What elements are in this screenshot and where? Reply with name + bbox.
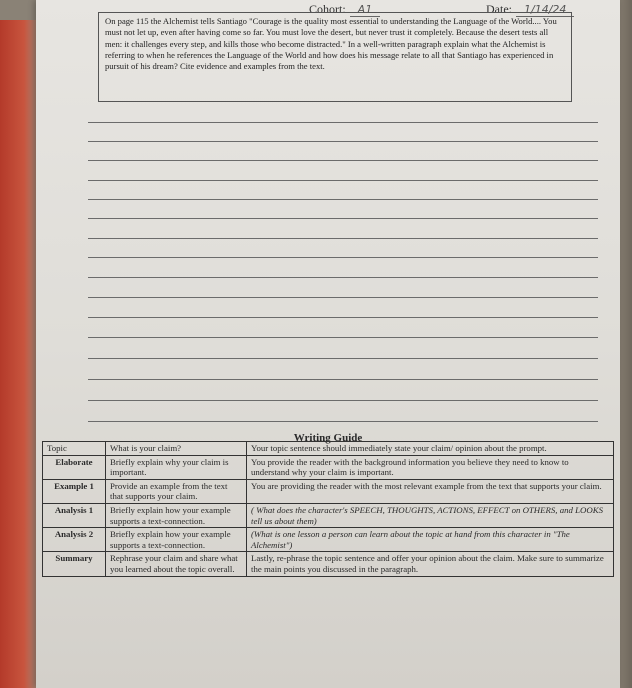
writing-prompt (98, 12, 572, 102)
row-description: Lastly, re-phrase the topic sentence and offer your opinion about the claim. Make sure to summarize the main points you discussed in the paragraph. (247, 552, 614, 576)
table-row (43, 479, 614, 503)
cohort-value: A1 (350, 3, 381, 17)
worksheet-page (36, 0, 620, 688)
answer-line (88, 180, 598, 181)
answer-line (88, 297, 598, 298)
answer-line (88, 218, 598, 219)
table-row (43, 528, 614, 552)
row-step: Briefly explain how your example supports a text-connection. (106, 503, 247, 527)
answer-line (88, 277, 598, 278)
writing-guide-table (42, 441, 614, 577)
row-topic: Analysis 1 (43, 503, 106, 527)
table-header-row (43, 442, 614, 456)
header-description: Your topic sentence should immediately state your claim/ opinion about the prompt. (247, 442, 614, 456)
table-row (43, 455, 614, 479)
table-row (43, 503, 614, 527)
row-step: Briefly explain how your example supports a text-connection. (106, 528, 247, 552)
row-description: You are providing the reader with the most relevant example from the text that supports your claim. (247, 479, 614, 503)
answer-line (88, 122, 598, 123)
answer-line (88, 400, 598, 401)
header-topic: Topic (43, 442, 106, 456)
row-topic: Analysis 2 (43, 528, 106, 552)
answer-line (88, 421, 598, 422)
cohort-label: Cohort: (309, 2, 346, 16)
answer-line (88, 141, 598, 142)
answer-line (88, 199, 598, 200)
answer-line (88, 358, 598, 359)
table-row (43, 552, 614, 576)
row-step: Briefly explain why your claim is important. (106, 455, 247, 479)
row-description: (What is one lesson a person can learn about the topic at hand from this character in "The Alchemist") (247, 528, 614, 552)
row-topic: Elaborate (43, 455, 106, 479)
date-label: Date: (486, 2, 512, 16)
header-claim: What is your claim? (106, 442, 247, 456)
writing-guide-title: Writing Guide (293, 432, 363, 444)
row-step: Provide an example from the text that supports your claim. (106, 479, 247, 503)
date-value: 1/14/24 (516, 3, 574, 17)
background-left (0, 20, 40, 688)
answer-line (88, 238, 598, 239)
prompt-text: On page 115 the Alchemist tells Santiago "Courage is the quality most essential to understanding the Language of the World.... You must not let up, even after having come so far. You must love the desert, but never trust it completely. Because the desert tests all men: it challenges every step, and kills those who become distracted." In a well-written paragraph explain what the Alchemist is referring to when he references the Language of the World and how does his message relate to all that Santiago has experienced in pursuit of his dream? Cite evidence and examples from the text. (105, 16, 557, 72)
answer-line (88, 379, 598, 380)
answer-line (88, 257, 598, 258)
row-topic: Example 1 (43, 479, 106, 503)
answer-line (88, 337, 598, 338)
row-description: You provide the reader with the background information you believe they need to know to understand why your claim is important. (247, 455, 614, 479)
row-description: ( What does the character's SPEECH, THOUGHTS, ACTIONS, EFFECT on OTHERS, and LOOKS tell us about them) (247, 503, 614, 527)
row-topic: Summary (43, 552, 106, 576)
answer-line (88, 317, 598, 318)
row-step: Rephrase your claim and share what you learned about the topic overall. (106, 552, 247, 576)
answer-line (88, 160, 598, 161)
